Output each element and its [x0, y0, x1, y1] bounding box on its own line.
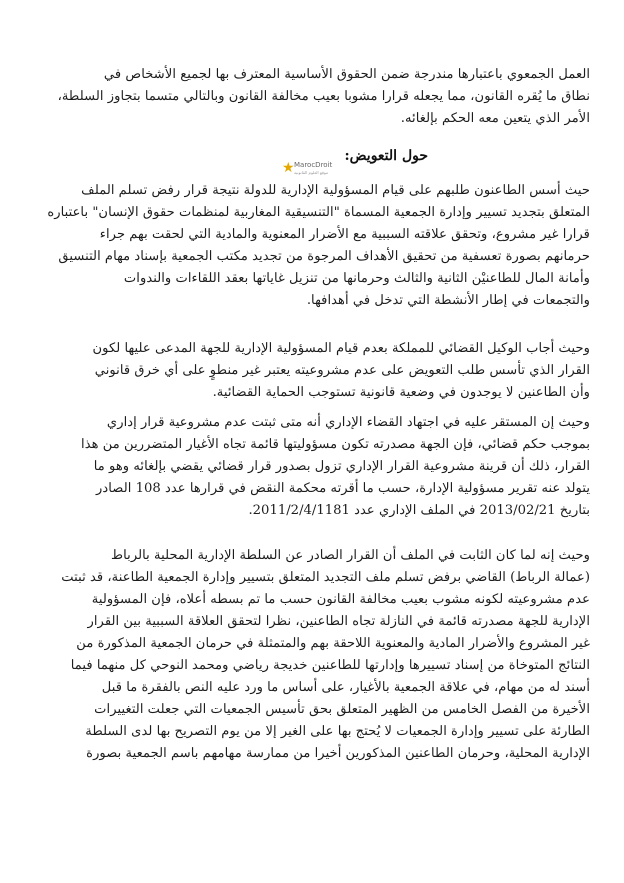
paragraph-2: [34, 180, 590, 312]
paragraph-line: وأن الطاعنين لا يوجدون في وضعية قانونية تستوجب الحماية القضائية.: [212, 385, 590, 400]
paragraph-line: الأمر الذي يتعين معه الحكم بإلغائه.: [400, 111, 590, 126]
paragraph-line: نطاق ما يُقره القانون، مما يجعله قرارا مشوبا بعيب مخالفة القانون وبالتالي متسما بتجاوز السلطة،: [57, 89, 590, 104]
paragraph-5: [34, 545, 590, 765]
paragraph-line: المتعلق بتجديد تسيير وإدارة الجمعية المسماة "التنسيقية المغاربية لمنظمات حقوق الإنسان" باعتباره: [47, 205, 590, 220]
paragraph-line: قرارا غير مشروع، وتحقق علاقته السببية مع الأضرار المعنوية والمادية التي لحقت بهم جراء: [99, 227, 590, 242]
paragraph-4: [34, 412, 590, 522]
paragraph-1: [34, 64, 590, 130]
paragraph-line: غير المشروع والأضرار المادية والمعنوية اللاحقة بهم والمتمثلة في حرمان الجمعية المذكورة من: [76, 636, 590, 651]
paragraph-line: وأمانة المال للطاعنيْن الثانية والثالث وحرمانها من تنزيل غاياتها بعقد اللقاءات والندوات: [123, 271, 590, 286]
paragraph-line: الطارئة على تسيير وإدارة الجمعيات لا يُحتج بها على الغير إلا من يوم التصريح بها لدى السلطة: [85, 724, 590, 739]
paragraph-line: والتجمعات في إطار الأنشطة التي تدخل في أهدافها.: [306, 293, 590, 308]
star-icon: ★: [282, 160, 295, 176]
watermark-logo: [282, 160, 342, 180]
paragraph-line: الإدارية للجهة مصدرته قائمة في النازلة تجاه الطاعنين، نظرا لتحقق العلاقة السببية بين القرار: [87, 614, 590, 629]
paragraph-line: بموجب حكم قضائي، فإن الجهة مصدرته تكون مسؤوليتها قائمة تجاه الأغيار المتضررين من هذا: [81, 437, 590, 452]
paragraph-line: حيث أسس الطاعنون طلبهم على قيام المسؤولية الإدارية للدولة نتيجة قرار رفض تسلم الملف: [81, 183, 590, 198]
paragraph-line: بتاريخ 2013/02/21 في الملف الإداري عدد 2011/2/4/1181.: [248, 503, 590, 518]
paragraph-line: حرمانهم بصورة تعسفية من تحقيق الأهداف المرجوة من تجديد مكتب الجمعية بإسناد مهام التنسيق: [58, 249, 590, 264]
paragraph-line: وحيث أجاب الوكيل القضائي للمملكة بعدم قيام المسؤولية الإدارية للجهة المدعى عليها لكون: [92, 341, 590, 356]
paragraph-line: الأخيرة من الفصل الخامس من الظهير المتعلق بحق تأسيس الجمعيات التي جعلت التغييرات: [94, 702, 590, 717]
paragraph-line: القرار، ذلك أن قرينة مشروعية القرار الإداري تزول بصدور قرار قضائي يقضي بإلغائه وهو ما: [93, 459, 590, 474]
paragraph-line: القرار الذي تأسس طلب التعويض على عدم مشروعيته يعتبر غير منطوٍ على أي خرق قانوني: [94, 363, 590, 378]
paragraph-line: عدم مشروعيته لكونه مشوب بعيب مخالفة القانون حسب ما تم بسطه أعلاه، فإن المسؤولية: [91, 592, 590, 607]
paragraph-line: النتائج المتوخاة من إسناد تسييرها وإدارتها للطاعنين خديجة رياضي ومحمد النوحي كل منهما فيما: [70, 658, 590, 673]
paragraph-line: أسند له من مهام، في علاقة الجمعية بالأغيار، على أساس ما ورد عليه النص بالفقرة ما قبل: [101, 680, 590, 695]
paragraph-line: العمل الجمعوي باعتبارها مندرجة ضمن الحقوق الأساسية المعترف بها لجميع الأشخاص في: [103, 67, 590, 82]
paragraph-3: [34, 338, 590, 404]
paragraph-line: (عمالة الرباط) القاضي برفض تسلم ملف التجديد المتعلق بتسيير وإدارة الجمعية الطاعنة، قد ثبتت: [61, 570, 590, 585]
paragraph-line: يتولد عنه تقرير مسؤولية الإدارة، حسب ما أقرته محكمة النقض في قرارها عدد 108 الصادر: [96, 481, 590, 496]
logo-text: MarocDroit: [294, 161, 333, 169]
logo-subtext: موقع العلوم القانونية: [294, 170, 329, 175]
paragraph-line: وحيث إنه لما كان الثابت في الملف أن القرار الصادر عن السلطة الإدارية المحلية بالرباط: [110, 548, 590, 563]
paragraph-line: الإدارية المحلية، وحرمان الطاعنين المذكورين أخيرا من ممارسة مهامهم باسم الجمعية بصورة: [86, 746, 590, 761]
section-heading: حول التعويض:: [344, 148, 428, 164]
paragraph-line: وحيث إن المستقر عليه في اجتهاد القضاء الإداري أنه متى ثبتت عدم مشروعية قرار إداري: [106, 415, 590, 430]
